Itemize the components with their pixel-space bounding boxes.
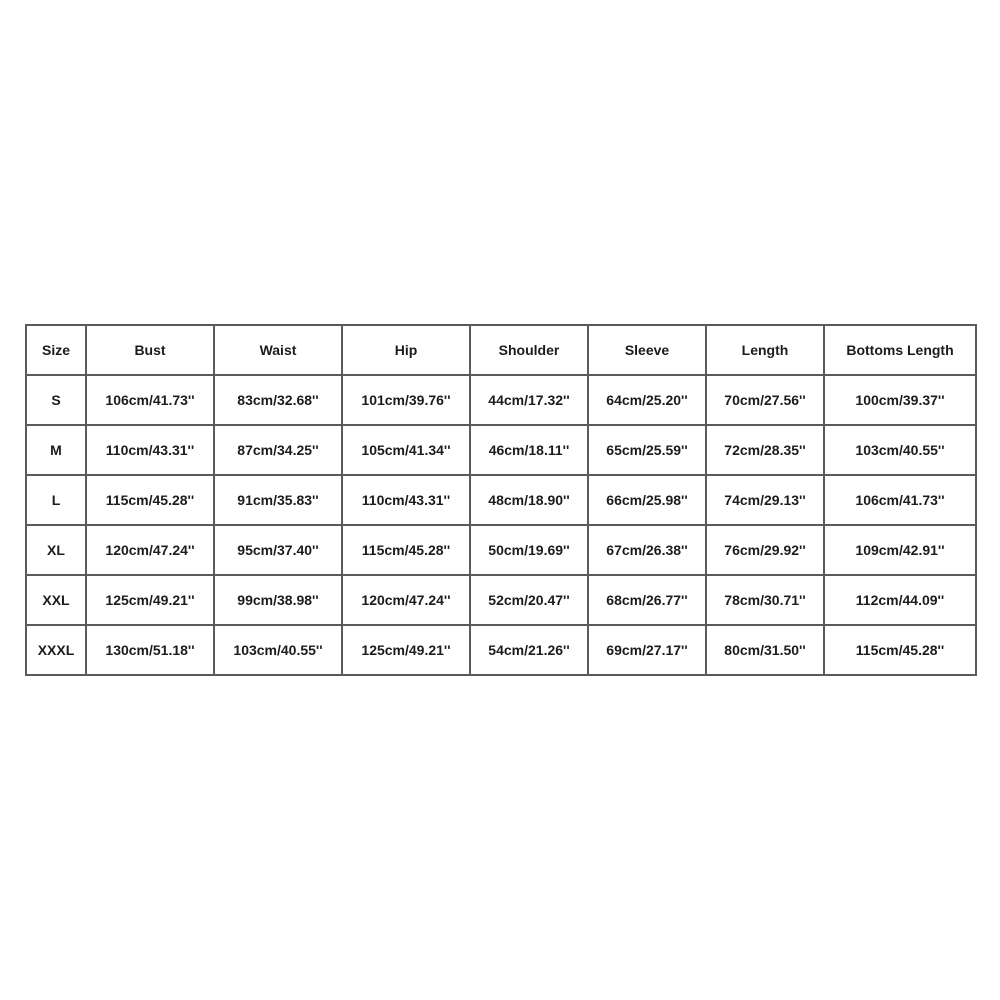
cell-hip: 105cm/41.34''	[342, 425, 470, 475]
cell-length: 78cm/30.71''	[706, 575, 824, 625]
cell-bottoms-length: 106cm/41.73''	[824, 475, 976, 525]
cell-size: M	[26, 425, 86, 475]
cell-hip: 125cm/49.21''	[342, 625, 470, 675]
cell-bust: 120cm/47.24''	[86, 525, 214, 575]
cell-bust: 125cm/49.21''	[86, 575, 214, 625]
cell-shoulder: 48cm/18.90''	[470, 475, 588, 525]
cell-size: XXL	[26, 575, 86, 625]
cell-bottoms-length: 112cm/44.09''	[824, 575, 976, 625]
cell-shoulder: 44cm/17.32''	[470, 375, 588, 425]
header-waist: Waist	[214, 325, 342, 375]
cell-bottoms-length: 109cm/42.91''	[824, 525, 976, 575]
cell-sleeve: 69cm/27.17''	[588, 625, 706, 675]
cell-bottoms-length: 103cm/40.55''	[824, 425, 976, 475]
cell-shoulder: 46cm/18.11''	[470, 425, 588, 475]
cell-waist: 103cm/40.55''	[214, 625, 342, 675]
header-shoulder: Shoulder	[470, 325, 588, 375]
cell-sleeve: 67cm/26.38''	[588, 525, 706, 575]
cell-length: 80cm/31.50''	[706, 625, 824, 675]
cell-bust: 115cm/45.28''	[86, 475, 214, 525]
cell-length: 74cm/29.13''	[706, 475, 824, 525]
cell-hip: 101cm/39.76''	[342, 375, 470, 425]
cell-waist: 91cm/35.83''	[214, 475, 342, 525]
cell-waist: 95cm/37.40''	[214, 525, 342, 575]
header-size: Size	[26, 325, 86, 375]
cell-shoulder: 52cm/20.47''	[470, 575, 588, 625]
header-row	[26, 325, 976, 375]
cell-sleeve: 65cm/25.59''	[588, 425, 706, 475]
cell-bust: 106cm/41.73''	[86, 375, 214, 425]
cell-bottoms-length: 100cm/39.37''	[824, 375, 976, 425]
cell-length: 76cm/29.92''	[706, 525, 824, 575]
cell-bottoms-length: 115cm/45.28''	[824, 625, 976, 675]
cell-waist: 83cm/32.68''	[214, 375, 342, 425]
cell-length: 72cm/28.35''	[706, 425, 824, 475]
cell-waist: 99cm/38.98''	[214, 575, 342, 625]
cell-sleeve: 68cm/26.77''	[588, 575, 706, 625]
header-bust: Bust	[86, 325, 214, 375]
cell-size: S	[26, 375, 86, 425]
cell-sleeve: 66cm/25.98''	[588, 475, 706, 525]
header-bottoms-length: Bottoms Length	[824, 325, 976, 375]
cell-hip: 110cm/43.31''	[342, 475, 470, 525]
cell-sleeve: 64cm/25.20''	[588, 375, 706, 425]
table-row	[26, 425, 976, 475]
cell-shoulder: 54cm/21.26''	[470, 625, 588, 675]
table-row	[26, 525, 976, 575]
cell-size: XL	[26, 525, 86, 575]
table-row	[26, 375, 976, 425]
cell-bust: 130cm/51.18''	[86, 625, 214, 675]
cell-hip: 115cm/45.28''	[342, 525, 470, 575]
cell-length: 70cm/27.56''	[706, 375, 824, 425]
table-row	[26, 575, 976, 625]
cell-waist: 87cm/34.25''	[214, 425, 342, 475]
cell-size: XXXL	[26, 625, 86, 675]
header-length: Length	[706, 325, 824, 375]
size-chart-table	[25, 324, 977, 676]
table-row	[26, 625, 976, 675]
cell-bust: 110cm/43.31''	[86, 425, 214, 475]
cell-hip: 120cm/47.24''	[342, 575, 470, 625]
header-sleeve: Sleeve	[588, 325, 706, 375]
cell-size: L	[26, 475, 86, 525]
header-hip: Hip	[342, 325, 470, 375]
table-row	[26, 475, 976, 525]
cell-shoulder: 50cm/19.69''	[470, 525, 588, 575]
